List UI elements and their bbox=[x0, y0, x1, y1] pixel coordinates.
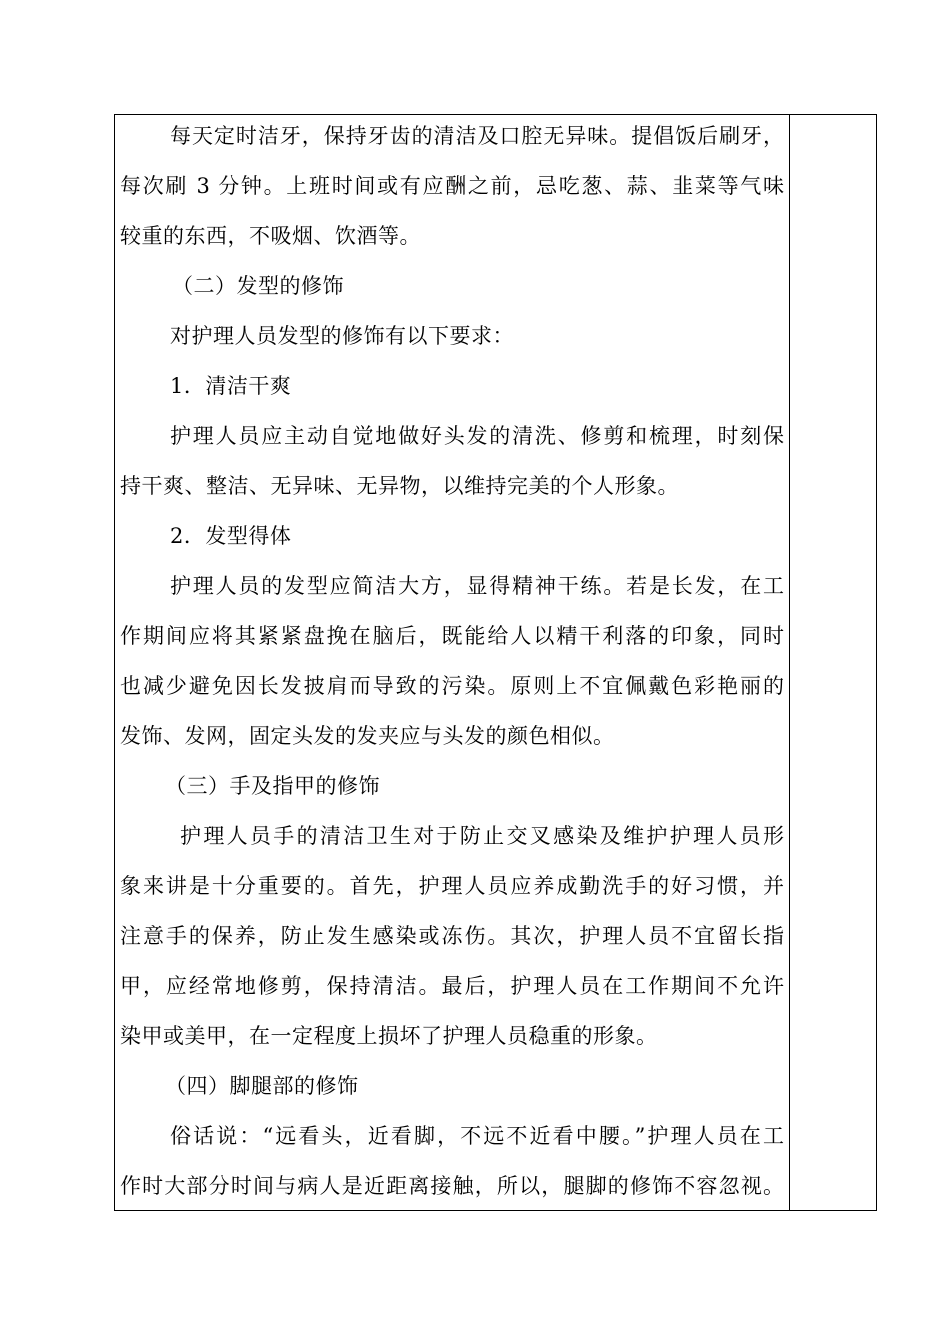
body-text-line: 每次刷 3 分钟。上班时间或有应酬之前，忌吃葱、蒜、韭菜等气味 bbox=[120, 174, 784, 198]
body-text-line: 护理人员手的清洁卫生对于防止交叉感染及维护护理人员形 bbox=[180, 824, 784, 848]
body-text-line: 甲，应经常地修剪，保持清洁。最后，护理人员在工作期间不允许 bbox=[120, 974, 784, 998]
body-text-line: 作期间应将其紧紧盘挽在脑后，既能给人以精干利落的印象，同时 bbox=[120, 624, 784, 648]
subsection-heading: 2．发型得体 bbox=[170, 524, 292, 548]
body-text-line: 每天定时洁牙，保持牙齿的清洁及口腔无异味。提倡饭后刷牙， bbox=[170, 124, 784, 148]
body-text-line: 染甲或美甲，在一定程度上损坏了护理人员稳重的形象。 bbox=[120, 1024, 658, 1048]
section-heading: （四）脚腿部的修饰 bbox=[165, 1074, 359, 1098]
body-text-line: 发饰、发网，固定头发的发夹应与头发的颜色相似。 bbox=[120, 724, 615, 748]
section-heading: （三）手及指甲的修饰 bbox=[165, 774, 380, 798]
body-text-line: 持干爽、整洁、无异味、无异物，以维持完美的个人形象。 bbox=[120, 474, 679, 498]
body-text-line: 俗话说：“远看头，近看脚，不远不近看中腰。”护理人员在工 bbox=[170, 1124, 784, 1148]
body-text-line: 护理人员的发型应简洁大方，显得精神干练。若是长发，在工 bbox=[170, 574, 784, 598]
body-text-line: 护理人员应主动自觉地做好头发的清洗、修剪和梳理，时刻保 bbox=[170, 424, 784, 448]
subsection-heading: 1．清洁干爽 bbox=[170, 374, 292, 398]
table-content-cell bbox=[120, 114, 784, 1211]
body-text-line: 作时大部分时间与病人是近距离接触，所以，腿脚的修饰不容忽视。 bbox=[120, 1174, 784, 1198]
section-heading: （二）发型的修饰 bbox=[172, 274, 344, 298]
body-text-line: 也减少避免因长发披肩而导致的污染。原则上不宜佩戴色彩艳丽的 bbox=[120, 674, 784, 698]
body-text-line: 象来讲是十分重要的。首先，护理人员应养成勤洗手的好习惯，并 bbox=[120, 874, 784, 898]
body-text-line: 对护理人员发型的修饰有以下要求： bbox=[170, 324, 514, 348]
body-text-line: 较重的东西，不吸烟、饮酒等。 bbox=[120, 224, 421, 248]
body-text-line: 注意手的保养，防止发生感染或冻伤。其次，护理人员不宜留长指 bbox=[120, 924, 784, 948]
